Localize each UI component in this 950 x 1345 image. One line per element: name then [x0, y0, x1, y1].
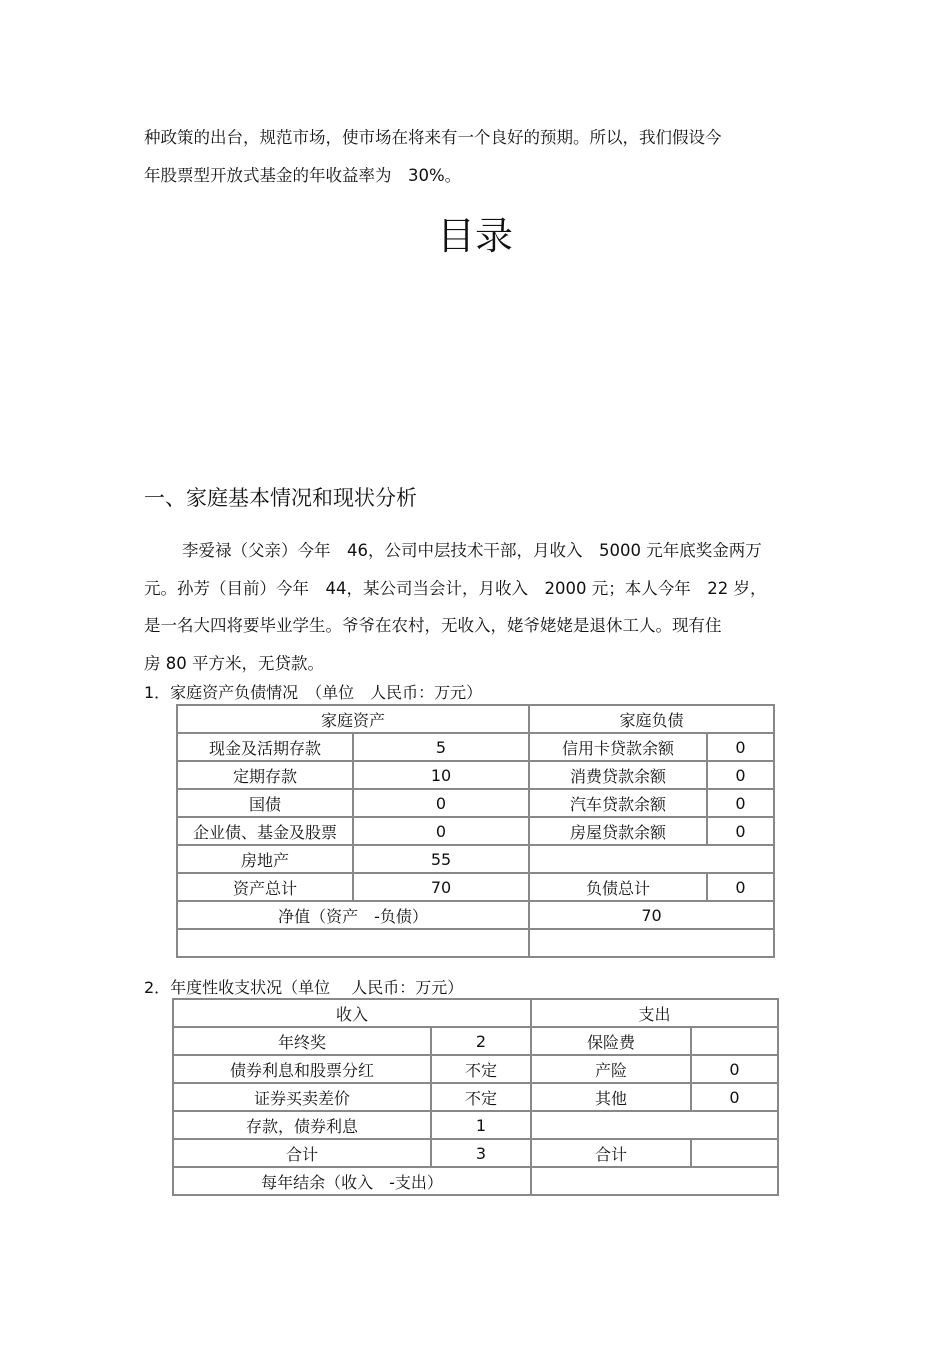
table-row [177, 817, 774, 845]
toc-title: 目录 [436, 214, 513, 258]
table2-caption: 2．年度性收支状况（单位 人民币：万元） [144, 978, 464, 997]
liability-value: 0 [707, 761, 774, 789]
table-row [177, 845, 774, 873]
asset-value: 70 [353, 873, 529, 901]
liability-value: 0 [707, 817, 774, 845]
asset-value: 5 [353, 733, 529, 761]
asset-value: 0 [353, 817, 529, 845]
income-label: 年终奖 [173, 1027, 431, 1055]
table-header-row [177, 705, 774, 733]
asset-label: 资产总计 [177, 873, 353, 901]
asset-value: 10 [353, 761, 529, 789]
table-row [177, 761, 774, 789]
assets-liabilities-table [176, 704, 775, 958]
annual-balance-value [531, 1167, 778, 1195]
balance-row [173, 1167, 778, 1195]
asset-label: 国债 [177, 789, 353, 817]
expense-value: 0 [691, 1083, 778, 1111]
empty-cell [531, 1111, 778, 1139]
liabilities-header: 家庭负债 [529, 705, 774, 733]
expense-label: 其他 [531, 1083, 691, 1111]
income-label: 证券买卖差价 [173, 1083, 431, 1111]
income-expense-table [172, 998, 779, 1196]
paragraph-line-4: 房 80 平方米，无贷款。 [144, 654, 324, 673]
asset-label: 现金及活期存款 [177, 733, 353, 761]
net-worth-label: 净值（资产 -负债） [177, 901, 529, 929]
liability-value: 0 [707, 733, 774, 761]
paragraph-line-3: 是一名大四将要毕业学生。爷爷在农村，无收入，姥爷姥姥是退休工人。现有住 [144, 616, 722, 635]
table-row [173, 1027, 778, 1055]
liability-label: 信用卡贷款余额 [529, 733, 707, 761]
table1-caption: 1．家庭资产负债情况 （单位 人民币：万元） [144, 683, 483, 702]
income-label: 债券利息和股票分红 [173, 1055, 431, 1083]
expense-value: 0 [691, 1055, 778, 1083]
empty-cell [529, 845, 774, 873]
income-value: 3 [431, 1139, 531, 1167]
empty-cell [177, 929, 529, 957]
expense-label: 合计 [531, 1139, 691, 1167]
net-worth-value: 70 [529, 901, 774, 929]
liability-label: 消费贷款余额 [529, 761, 707, 789]
expense-label: 产险 [531, 1055, 691, 1083]
liability-value: 0 [707, 873, 774, 901]
table-row [173, 1111, 778, 1139]
income-label: 存款，债券利息 [173, 1111, 431, 1139]
income-header: 收入 [173, 999, 531, 1027]
income-value: 1 [431, 1111, 531, 1139]
expense-value [691, 1139, 778, 1167]
annual-balance-label: 每年结余（收入 -支出） [173, 1167, 531, 1195]
table-row [173, 1055, 778, 1083]
expense-value [691, 1027, 778, 1055]
asset-label: 定期存款 [177, 761, 353, 789]
income-value: 不定 [431, 1083, 531, 1111]
liability-value: 0 [707, 789, 774, 817]
intro-line-2: 年股票型开放式基金的年收益率为 30%。 [144, 166, 462, 185]
table-header-row [173, 999, 778, 1027]
paragraph-line-2: 元。孙芳（目前）今年 44，某公司当会计，月收入 2000 元；本人今年 22 岁， [144, 579, 767, 598]
income-value: 2 [431, 1027, 531, 1055]
section-title: 一、家庭基本情况和现状分析 [144, 486, 417, 510]
assets-header: 家庭资产 [177, 705, 529, 733]
liability-label: 房屋贷款余额 [529, 817, 707, 845]
intro-line-1: 种政策的出台，规范市场，使市场在将来有一个良好的预期。所以，我们假设今 [144, 128, 722, 147]
empty-cell [529, 929, 774, 957]
table-row [177, 789, 774, 817]
table-row [177, 733, 774, 761]
table-row [173, 1083, 778, 1111]
paragraph-line-1: 李爱禄（父亲）今年 46，公司中层技术干部，月收入 5000 元年底奖金两万 [182, 541, 762, 560]
income-value: 不定 [431, 1055, 531, 1083]
asset-label: 房地产 [177, 845, 353, 873]
income-label: 合计 [173, 1139, 431, 1167]
asset-value: 0 [353, 789, 529, 817]
net-worth-row [177, 901, 774, 929]
liability-label: 负债总计 [529, 873, 707, 901]
asset-label: 企业债、基金及股票 [177, 817, 353, 845]
table-row [173, 1139, 778, 1167]
empty-row [177, 929, 774, 957]
expense-header: 支出 [531, 999, 778, 1027]
expense-label: 保险费 [531, 1027, 691, 1055]
table-row [177, 873, 774, 901]
liability-label: 汽车贷款余额 [529, 789, 707, 817]
asset-value: 55 [353, 845, 529, 873]
